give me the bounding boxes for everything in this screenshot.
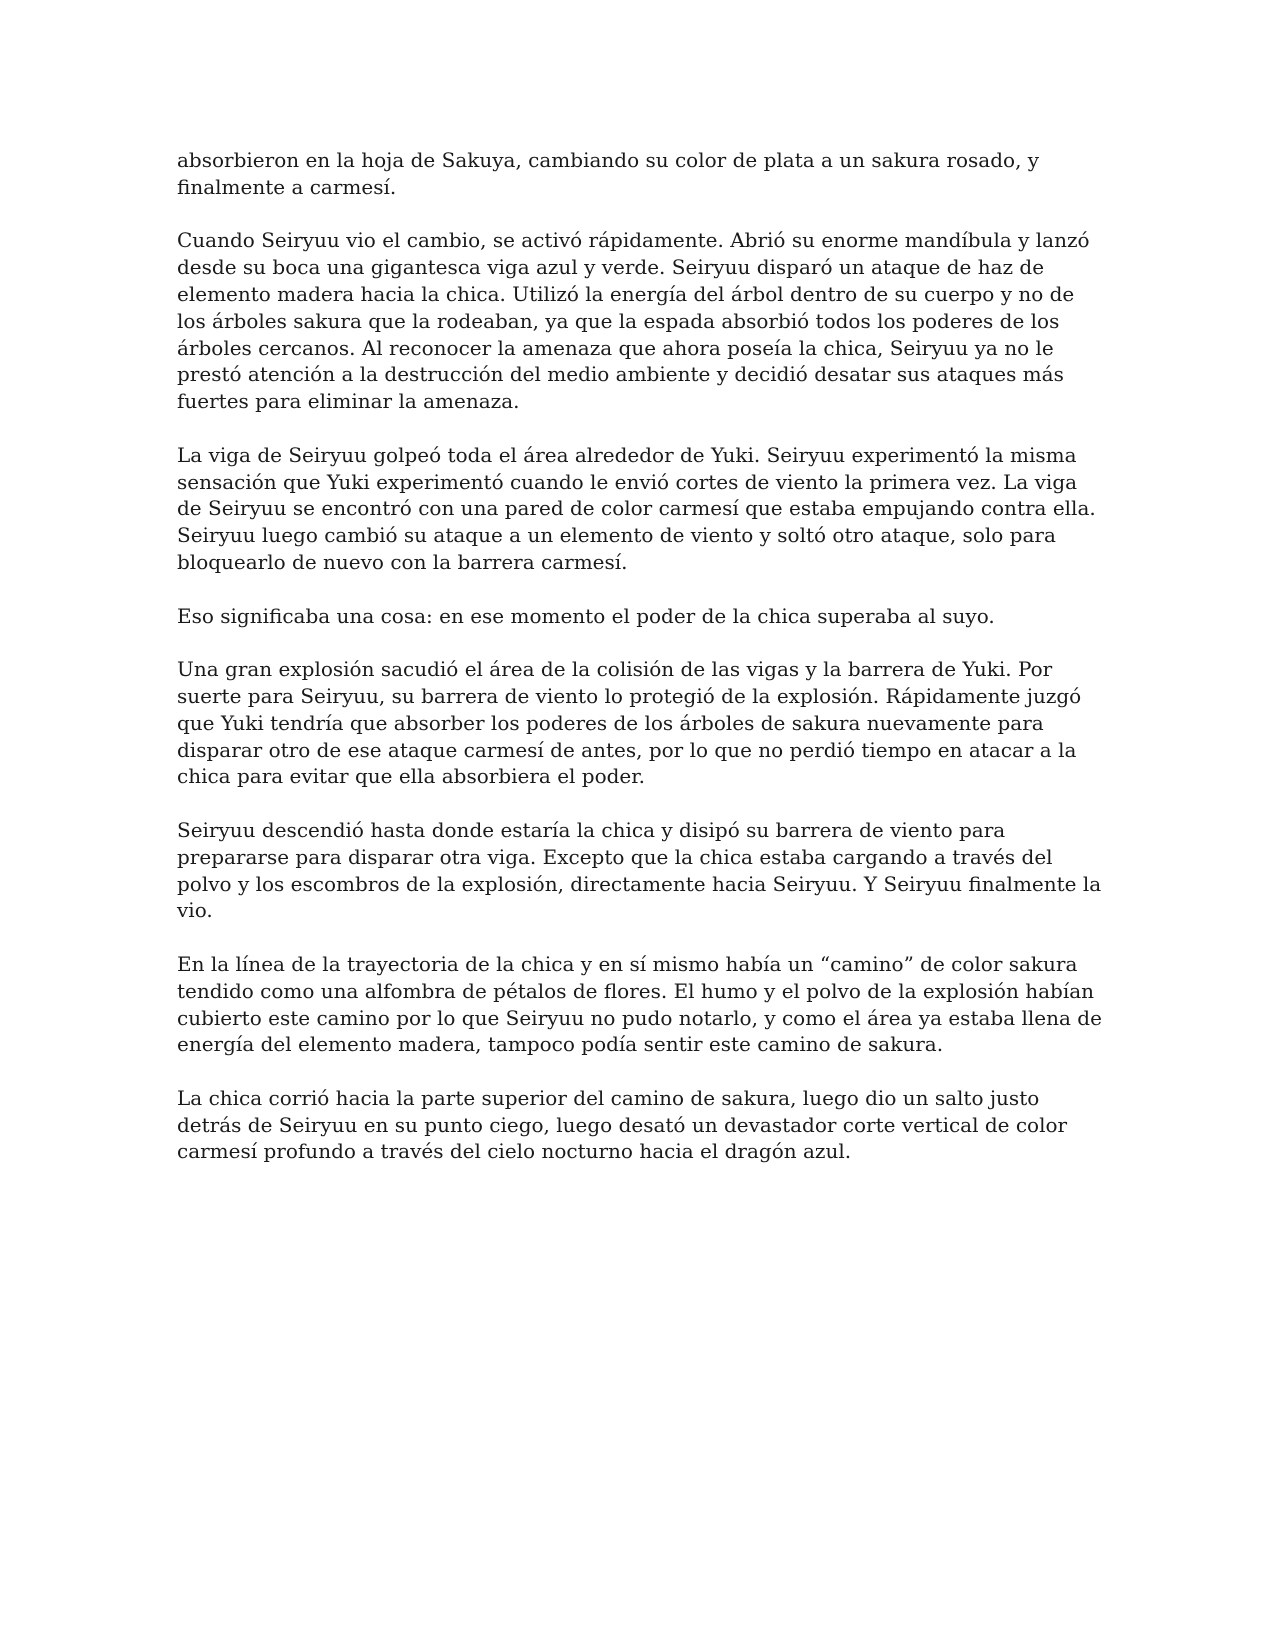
paragraph-5: Una gran explosión sacudió el área de la colisión de las vigas y la barrera de Yuki. Por suerte para Seiryuu, su barrera de viento lo protegió de la explosión. Rápidamente juzgó que Yuki tendría que absorber los poderes de los árboles de sakura nuevamente para disparar otro de ese ataque carmesí de antes, por lo que no perdió tiempo en atacar a la chica para evitar que ella absorbiera el poder. [177,657,1082,789]
paragraph-2: Cuando Seiryuu vio el cambio, se activó rápidamente. Abrió su enorme mandíbula y lanzó desde su boca una gigantesca viga azul y verde. Seiryuu disparó un ataque de haz de elemento madera hacia la chica. Utilizó la energía del árbol dentro de su cuerpo y no de los árboles sakura que la rodeaban, ya que la espada absorbió todos los poderes de los árboles cercanos. Al reconocer la amenaza que ahora poseía la chica, Seiryuu ya no le prestó atención a la destrucción del medio ambiente y decidió desatar sus ataques más fuertes para eliminar la amenaza. [177,228,1090,414]
paragraph-1: absorbieron en la hoja de Sakuya, cambiando su color de plata a un sakura rosado, y finalmente a carmesí. [177,148,1040,199]
body-text [177,147,1107,1165]
paragraph-3: La viga de Seiryuu golpeó toda el área alrededor de Yuki. Seiryuu experimentó la misma sensación que Yuki experimentó cuando le envió cortes de viento la primera vez. La viga de Seiryuu se encontró con una pared de color carmesí que estaba empujando contra ella. Seiryuu luego cambió su ataque a un elemento de viento y soltó otro ataque, solo para bloquearlo de nuevo con la barrera carmesí. [177,442,1096,574]
paragraph-8: La chica corrió hacia la parte superior del camino de sakura, luego dio un salto justo detrás de Seiryuu en su punto ciego, luego desató un devastador corte vertical de color carmesí profundo a través del cielo nocturno hacia el dragón azul. [177,1085,1068,1164]
paragraph-4: Eso significaba una cosa: en ese momento el poder de la chica superaba al suyo. [177,603,995,628]
paragraph-6: Seiryuu descendió hasta donde estaría la chica y disipó su barrera de viento para prepararse para disparar otra viga. Excepto que la chica estaba cargando a través del polvo y los escombros de la explosión, directamente hacia Seiryuu. Y Seiryuu finalmente la vio. [177,817,1102,923]
paragraph-7: En la línea de la trayectoria de la chica y en sí mismo había un “camino” de color sakura tendido como una alfombra de pétalos de flores. El humo y el polvo de la explosión habían cubierto este camino por lo que Seiryuu no pudo notarlo, y como el área ya estaba llena de energía del elemento madera, tampoco podía sentir este camino de sakura. [177,951,1102,1057]
